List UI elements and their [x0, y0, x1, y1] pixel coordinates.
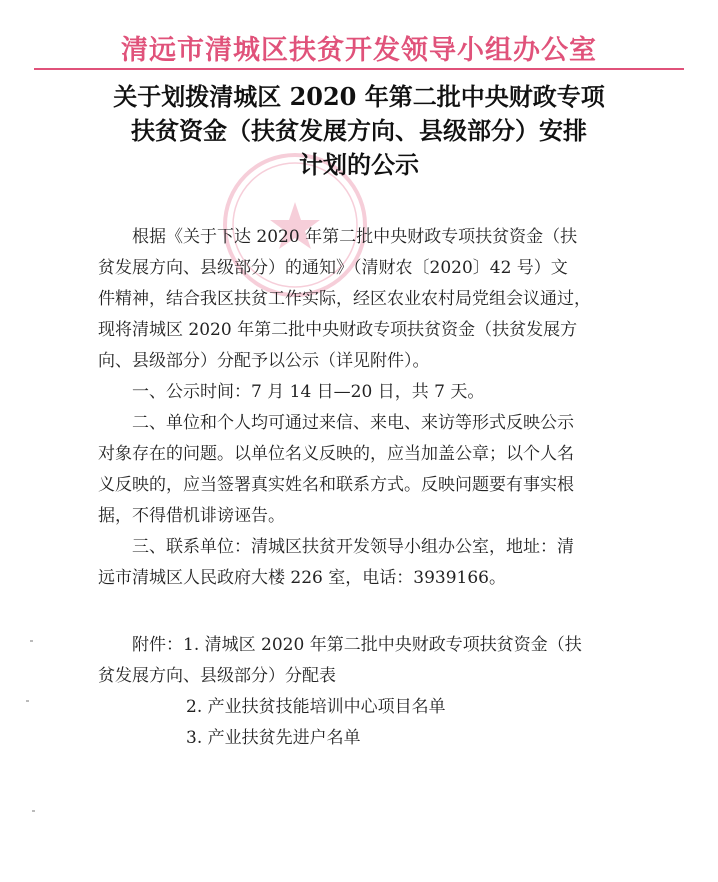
attachments-list [98, 630, 638, 754]
item-2-paragraph [98, 408, 638, 532]
title-line: 计划的公示 [299, 150, 419, 179]
item-1-paragraph [98, 377, 638, 408]
attachment-item-3: 3. 产业扶贫先进户名单 [186, 728, 361, 748]
paragraph-line: 远市清城区人民政府大楼 226 室，电话：3939166。 [98, 568, 506, 588]
document-title [40, 80, 678, 182]
paragraph-line: 现将清城区 2020 年第二批中央财政专项扶贫资金（扶贫发展方 [98, 320, 578, 340]
attachment-item-2: 2. 产业扶贫技能培训中心项目名单 [186, 697, 446, 717]
paragraph-line: 件精神，结合我区扶贫工作实际，经区农业农村局党组会议通过， [98, 289, 591, 309]
letterhead-org-name: 清远市清城区扶贫开发领导小组办公室 [121, 35, 597, 66]
item-3-paragraph [98, 532, 638, 594]
paragraph-line: 对象存在的问题。以单位名义反映的，应当加盖公章；以个人名 [98, 444, 574, 464]
document-body [98, 222, 638, 754]
paragraph-line: 二、单位和个人均可通过来信、来电、来访等形式反映公示 [132, 413, 574, 433]
scan-speck [26, 700, 29, 702]
title-line: 扶贫资金（扶贫发展方向、县级部分）安排 [131, 116, 587, 145]
scan-speck [32, 810, 35, 812]
attachment-item-1: 附件：1. 清城区 2020 年第二批中央财政专项扶贫资金（扶 [132, 635, 582, 655]
paragraph-line: 根据《关于下达 2020 年第二批中央财政专项扶贫资金（扶 [132, 227, 578, 247]
paragraph-line: 向、县级部分）分配予以公示（详见附件）。 [98, 351, 430, 371]
attachment-item-1-cont: 贫发展方向、县级部分）分配表 [98, 666, 336, 686]
letterhead-rule [34, 68, 684, 70]
paragraph-line: 贫发展方向、县级部分）的通知》（清财农〔2020〕42 号）文 [98, 258, 568, 278]
scan-speck [30, 640, 33, 642]
paragraph-line: 一、公示时间：7 月 14 日—20 日，共 7 天。 [132, 382, 485, 402]
paragraph-line: 三、联系单位：清城区扶贫开发领导小组办公室，地址：清 [132, 537, 574, 557]
paragraph-line: 义反映的，应当签署真实姓名和联系方式。反映问题要有事实根 [98, 475, 574, 495]
title-line: 关于划拨清城区 2020 年第二批中央财政专项 [113, 82, 605, 111]
intro-paragraph [98, 222, 638, 377]
paragraph-line: 据，不得借机诽谤诬告。 [98, 506, 285, 526]
